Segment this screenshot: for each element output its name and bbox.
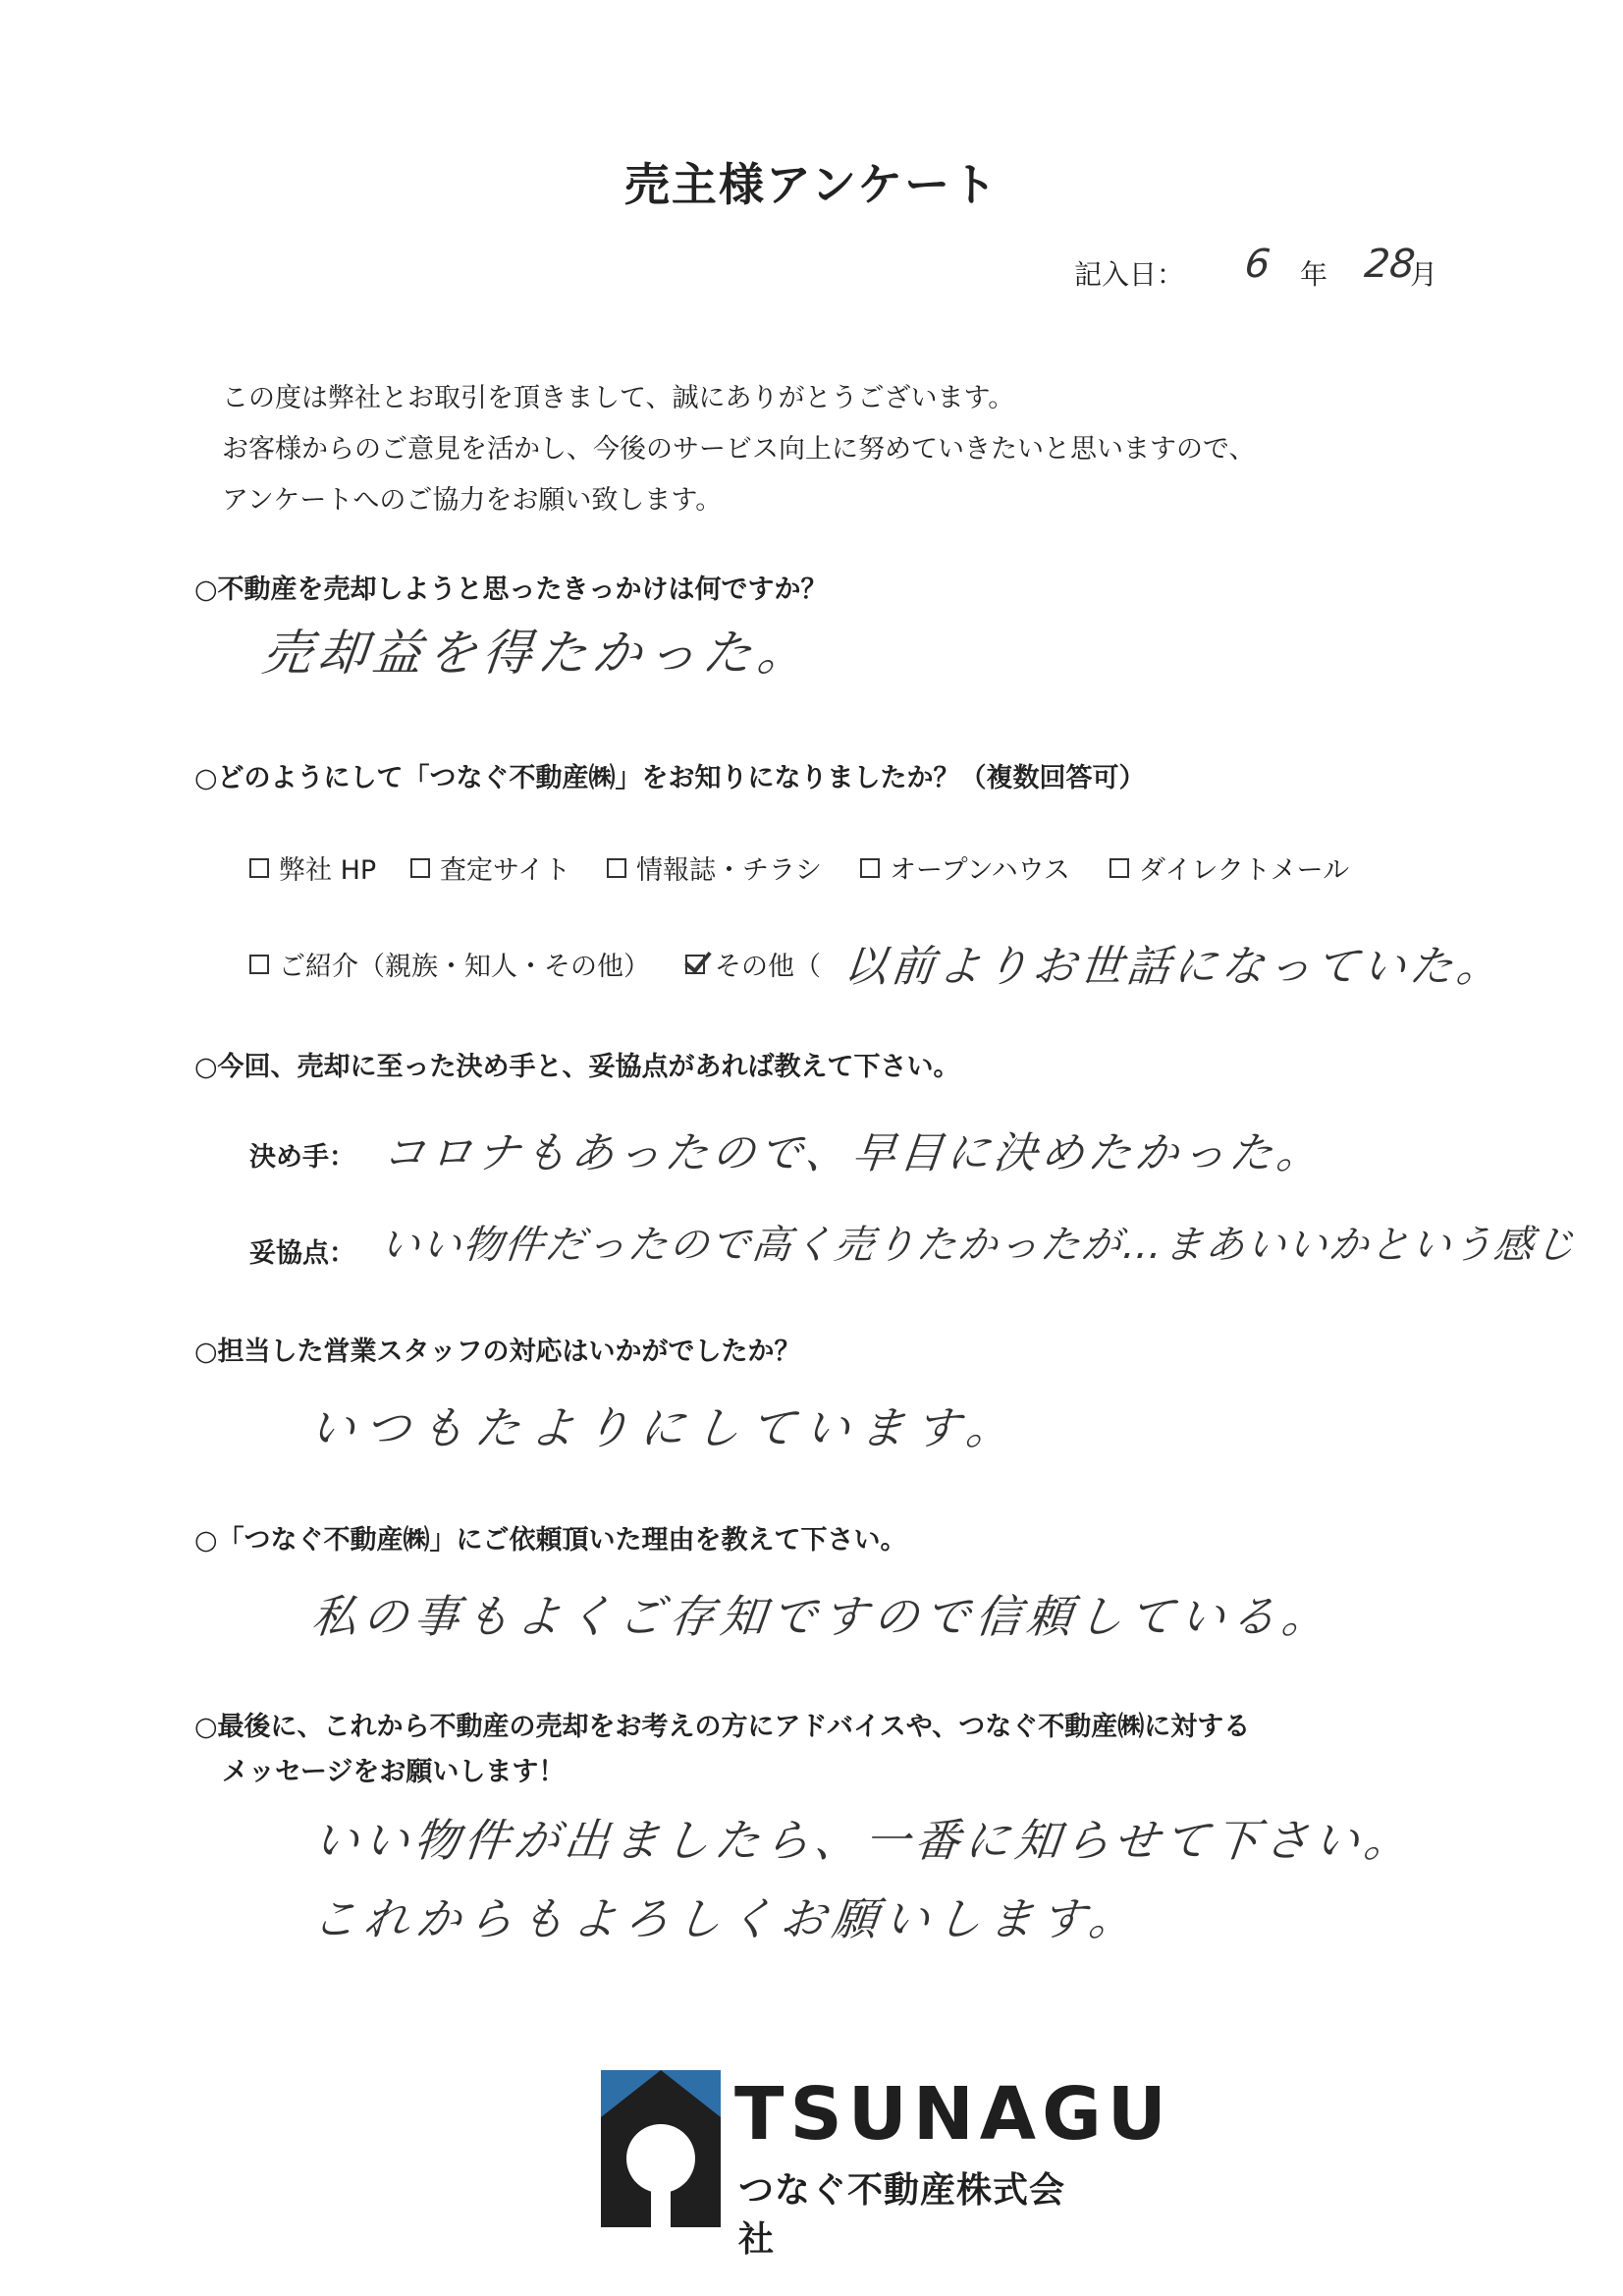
logo-mark-icon xyxy=(601,2070,721,2227)
option-other[interactable] xyxy=(685,945,821,983)
compromise-answer: いい物件だったので高く売りたかったが…まあいいかという感じ xyxy=(378,1223,1580,1268)
checkbox-icon[interactable] xyxy=(249,955,269,974)
decision-answer: コロナもあったので、早目に決めたかった。 xyxy=(379,1128,1326,1178)
intro-line-1: この度は弊社とお取引を頂きまして、誠にありがとうございます。 xyxy=(222,383,1015,413)
compromise-label: 妥協点： xyxy=(249,1238,355,1269)
checkbox-icon[interactable] xyxy=(1109,858,1129,878)
option-open-house[interactable] xyxy=(860,848,1070,887)
option-label: 情報誌・チラシ xyxy=(636,855,822,886)
option-label: 査定サイト xyxy=(440,855,571,886)
option-introduction[interactable] xyxy=(249,945,650,983)
option-label: オープンハウス xyxy=(890,855,1070,886)
option-hp[interactable] xyxy=(249,848,376,887)
question-4: ○担当した営業スタッフの対応はいかがでしたか？ xyxy=(194,1337,801,1367)
entry-date-year: 6 xyxy=(1242,242,1278,287)
intro-text xyxy=(222,373,1255,526)
question-2: ○どのようにして「つなぐ不動産㈱」をお知りになりましたか？（複数回答可） xyxy=(194,763,1146,793)
question-6-line-2: メッセージをお願いします！ xyxy=(222,1757,566,1787)
checkbox-icon[interactable] xyxy=(607,858,626,878)
option-assessment-site[interactable] xyxy=(410,848,570,887)
answer-4: いつもたよりにしています。 xyxy=(306,1401,1024,1454)
question-1: ○不動産を売却しようと思ったきっかけは何ですか？ xyxy=(194,574,828,605)
option-label: ご紹介（親族・知人・その他） xyxy=(279,952,650,982)
entry-date-month: 28 xyxy=(1362,242,1418,287)
entry-date-month-unit: 月 xyxy=(1410,258,1438,291)
logo-name-ja: つなぐ不動産株式会社 xyxy=(738,2170,1066,2260)
other-answer: 以前よりお世話になっていた。 xyxy=(840,942,1507,992)
intro-line-2: お客様からのご意見を活かし、今後のサービス向上に努めていきたいと思いますので、 xyxy=(222,434,1256,465)
answer-6-line-1: いい物件が出ましたら、一番に知らせて下さい。 xyxy=(310,1814,1418,1867)
option-label: 弊社 HP xyxy=(279,855,377,886)
checkbox-icon[interactable] xyxy=(410,858,430,878)
option-label: その他（ xyxy=(715,952,821,982)
question-3: ○今回、売却に至った決め手と、妥協点があれば教えて下さい。 xyxy=(194,1052,960,1082)
checkbox-icon[interactable] xyxy=(860,858,880,878)
checkbox-icon[interactable] xyxy=(249,858,269,878)
question-5: ○「つなぐ不動産㈱」にご依頼頂いた理由を教えて下さい。 xyxy=(194,1525,907,1556)
answer-5: 私の事もよくご存知ですので信頼している。 xyxy=(308,1590,1336,1643)
option-label: ダイレクトメール xyxy=(1139,855,1350,886)
option-direct-mail[interactable] xyxy=(1109,848,1349,887)
entry-date-label: 記入日： xyxy=(1074,258,1185,291)
logo-name-en: TSUNAGU xyxy=(734,2072,1172,2157)
checkbox-checked-icon[interactable] xyxy=(685,955,705,974)
decision-label: 決め手： xyxy=(249,1142,355,1173)
answer-1: 売却益を得たかった。 xyxy=(259,625,816,682)
option-flyer[interactable] xyxy=(607,848,822,887)
question-6-line-1: ○最後に、これから不動産の売却をお考えの方にアドバイスや、つなぐ不動産㈱に対する xyxy=(194,1712,1251,1742)
page-title: 売主様アンケート xyxy=(623,158,1000,211)
answer-6-line-2: これからもよろしくお願いします。 xyxy=(308,1892,1144,1945)
company-logo xyxy=(601,2070,1172,2260)
intro-line-3: アンケートへのご協力をお願い致します。 xyxy=(222,485,723,516)
entry-date-year-unit: 年 xyxy=(1300,258,1328,291)
